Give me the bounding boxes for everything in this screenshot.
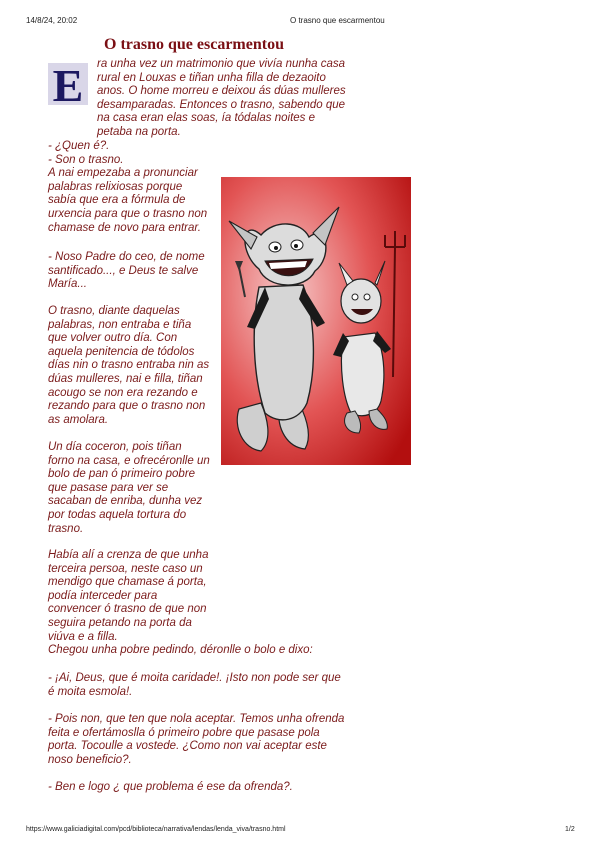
text-line: convencer ó trasno de que non: [48, 603, 207, 616]
text-line: - Pois non, que ten que nola aceptar. Temos unha ofrenda: [48, 713, 345, 725]
text-line: Chegou unha pobre pedindo, déronlle o bolo e dixo:: [48, 644, 313, 656]
arrival-paragraph: [48, 644, 368, 658]
intro-paragraph: [97, 58, 363, 140]
prayer-paragraph: [48, 251, 220, 292]
source-url[interactable]: https://www.galiciadigital.com/pcd/biblioteca/narrativa/lendas/lenda_viva/trasno.html: [26, 826, 286, 833]
text-line: días nin o trasno entraba nin as: [48, 359, 210, 372]
text-line: aquela penitencia de tódolos: [48, 345, 195, 358]
text-line: anos. O home morreu e deixou ás dúas mulleres: [97, 85, 346, 98]
text-line: seguira petando na porta da: [48, 616, 192, 629]
text-line: chamase de novo para entrar.: [48, 221, 201, 234]
text-line: urxencia para que o trasno non: [48, 207, 208, 220]
text-line: forno na casa, e ofrecéronlle un: [48, 454, 210, 467]
text-line: María...: [48, 278, 87, 291]
dropcap-e-icon: [44, 59, 92, 109]
text-line: A nai empezaba a pronunciar: [48, 167, 198, 180]
text-line: dúas mulleres, nai e filla, tiñan: [48, 372, 203, 385]
print-date: 14/8/24, 20:02: [26, 16, 78, 25]
text-line: rezando para que o trasno non: [48, 400, 206, 413]
text-line: feita e ofertámoslla ó primeiro pobre que pasase pola: [48, 726, 320, 739]
text-line: bolo de pan ó primeiro pobre: [48, 468, 196, 481]
text-line: sacaban de enriba, dunha vez: [48, 495, 203, 508]
text-line: O trasno, diante daquelas: [48, 305, 180, 317]
page-number: 1/2: [565, 826, 575, 833]
text-line: ra unha vez un matrimonio que vivía nunha casa: [97, 58, 346, 70]
text-line: - Son o trasno.: [48, 153, 124, 166]
text-line: rural en Louxas e tiñan unha filla de dezaoito: [97, 71, 326, 84]
text-line: noso beneficio?.: [48, 753, 132, 766]
text-line: - ¿Quen é?.: [48, 140, 110, 152]
text-line: Había alí a crenza de que unha: [48, 549, 209, 561]
text-line: é moita esmola!.: [48, 685, 133, 698]
text-line: na casa eran elas soas, ía tódalas noites e: [97, 112, 316, 125]
text-line: sabía que era a fórmula de: [48, 194, 186, 207]
text-line: as amolara.: [48, 413, 109, 426]
dialogue-block: [48, 140, 220, 235]
text-line: santificado..., e Deus te salve: [48, 264, 199, 277]
text-line: por todas aquela tortura do: [48, 508, 187, 521]
text-line: palabras relixiosas porque: [48, 180, 183, 193]
text-line: terceira persoa, neste caso un: [48, 562, 203, 575]
text-line: acougo se non era rezando e: [48, 386, 198, 399]
text-line: - ¡Ai, Deus, que é moita caridade!. ¡Isto non pode ser que: [48, 672, 341, 684]
print-page-title: O trasno que escarmentou: [290, 16, 385, 25]
text-line: - Noso Padre do ceo, de nome: [48, 251, 205, 263]
charity-paragraph: [48, 672, 368, 699]
text-line: petaba na porta.: [97, 125, 181, 138]
text-line: que pasase para ver se: [48, 481, 169, 494]
offering-paragraph: [48, 713, 368, 767]
belief-paragraph: [48, 549, 220, 644]
penitence-paragraph: [48, 305, 220, 427]
text-line: que volver outro día. Con: [48, 332, 178, 345]
trasno-illustration: [221, 177, 411, 465]
text-line: desamparadas. Entonces o trasno, sabendo que: [97, 98, 346, 111]
text-line: viúva e a filla.: [48, 630, 118, 643]
article-title: O trasno que escarmentou: [104, 36, 284, 53]
dropcap-letter: E: [52, 60, 84, 109]
text-line: mendigo que chamase á porta,: [48, 576, 207, 589]
question-paragraph: [48, 781, 368, 795]
text-line: - Ben e logo ¿ que problema é ese da ofrenda?.: [48, 781, 293, 793]
text-line: porta. Tocoulle a vostede. ¿Como non vai aceptar este: [48, 740, 327, 753]
text-line: podía interceder para: [48, 589, 158, 602]
text-line: trasno.: [48, 522, 84, 535]
text-line: palabras, non entraba e tiña: [48, 318, 192, 331]
text-line: Un día coceron, pois tiñan: [48, 441, 182, 453]
bread-paragraph: [48, 441, 220, 536]
